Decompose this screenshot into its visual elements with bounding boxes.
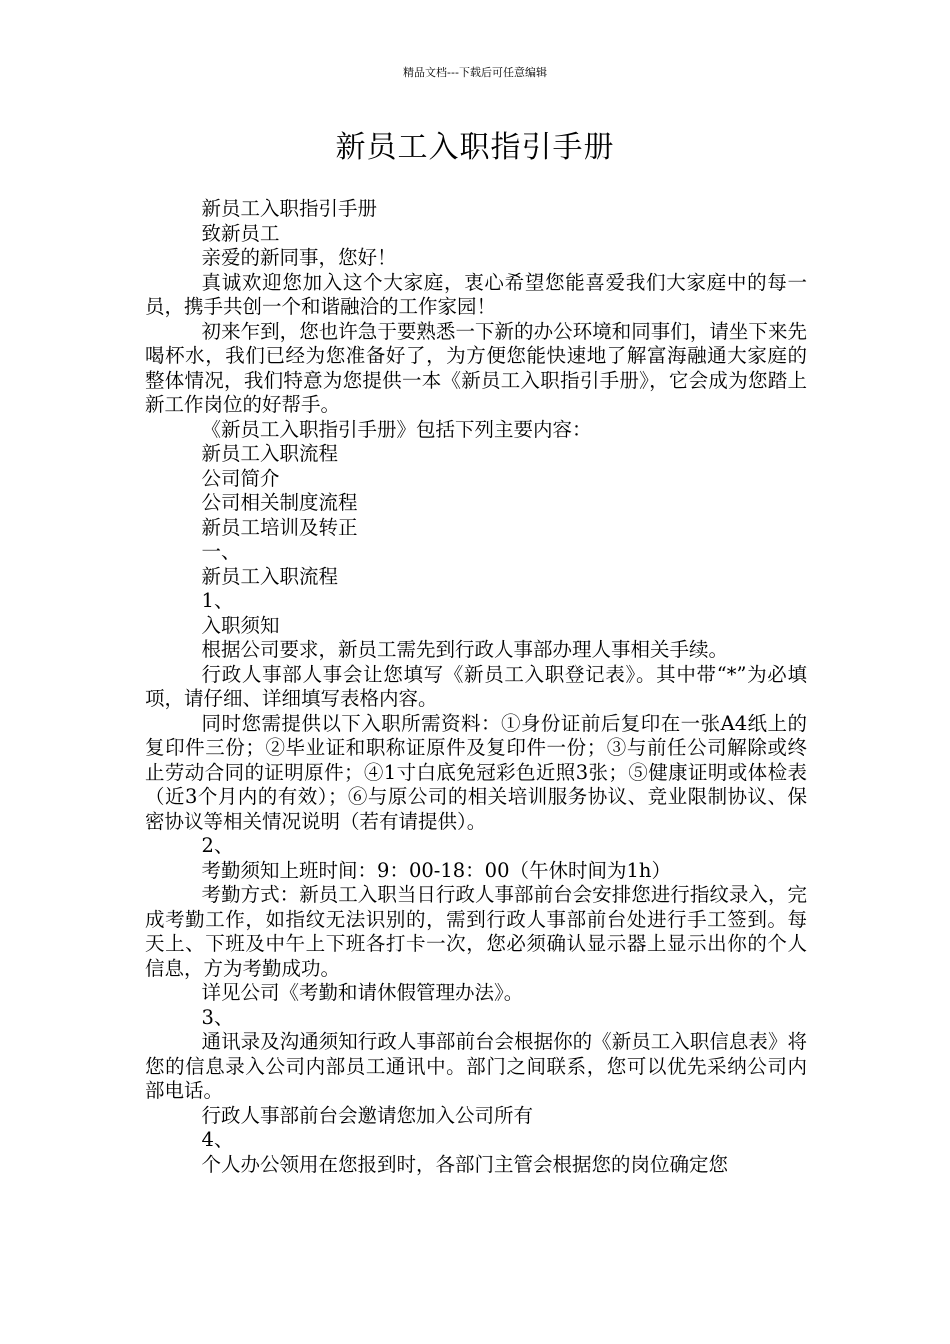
paragraph: 个人办公领用在您报到时，各部门主管会根据您的岗位确定您 xyxy=(201,1152,729,1176)
document-title: 新员工入职指引手册 xyxy=(335,130,615,165)
paragraph: 考勤须知上班时间：9：00-18：00（午休时间为1h） xyxy=(201,858,671,882)
paragraph: 入职须知 xyxy=(201,613,280,637)
paragraph: 2、 xyxy=(201,834,234,857)
paragraph: 详见公司《考勤和请休假管理办法》。 xyxy=(201,981,524,1004)
paragraph: 《新员工入职指引手册》包括下列主要内容： xyxy=(201,417,592,441)
paragraph: 新员工入职流程 xyxy=(201,442,339,465)
paragraph: 考勤方式：新员工入职当日行政人事部前台会安排您进行指纹录入，完成考勤工作，如指纹无法识别的，需到行政人事部前台处进行手工签到。每天上、下班及中午上下班各打卡一次，您必须确认显示器上显示出你的个人信息，方为考勤成功。 xyxy=(145,883,807,980)
paragraph: 3、 xyxy=(201,1005,234,1029)
paragraph: 新员工入职流程 xyxy=(201,564,339,588)
paragraph: 行政人事部前台会邀请您加入公司所有 xyxy=(201,1103,534,1127)
paragraph: 1、 xyxy=(201,589,234,612)
paragraph: 致新员工 xyxy=(201,221,280,245)
paragraph: 根据公司要求，新员工需先到行政人事部办理人事相关手续。 xyxy=(201,638,729,661)
paragraph: 一、 xyxy=(201,540,241,563)
paragraph: 亲爱的新同事，您好！ xyxy=(201,246,397,269)
paragraph: 4、 xyxy=(201,1128,234,1151)
paragraph: 公司相关制度流程 xyxy=(201,491,358,514)
paragraph: 行政人事部人事会让您填写《新员工入职登记表》。其中带“*”为必填项，请仔细、详细填写表格内容。 xyxy=(145,662,807,710)
page-header-note: 精品文档---下载后可任意编辑 xyxy=(403,66,547,79)
paragraph: 通讯录及沟通须知行政人事部前台会根据你的《新员工入职信息表》将您的信息录入公司内部员工通讯中。部门之间联系，您可以优先采纳公司内部电话。 xyxy=(145,1030,807,1102)
paragraph: 新员工培训及转正 xyxy=(201,515,358,539)
paragraph: 同时您需提供以下入职所需资料：①身份证前后复印在一张A4纸上的复印件三份；②毕业证和职称证原件及复印件一份；③与前任公司解除或终止劳动合同的证明原件；④1寸白底免冠彩色近照3张；⑤健康证明或体检表（近3个月内的有效）；⑥与原公司的相关培训服务协议、竞业限制协议、保密协议等相关情况说明（若有请提供）。 xyxy=(145,711,807,833)
paragraph: 公司简介 xyxy=(201,466,280,490)
paragraph: 初来乍到，您也许急于要熟悉一下新的办公环境和同事们，请坐下来先喝杯水，我们已经为您准备好了，为方便您能快速地了解富海融通大家庭的整体情况，我们特意为您提供一本《新员工入职指引手册》，它会成为您踏上新工作岗位的好帮手。 xyxy=(145,319,807,416)
document-body xyxy=(145,197,807,1177)
paragraph: 真诚欢迎您加入这个大家庭，衷心希望您能喜爱我们大家庭中的每一员，携手共创一个和谐融洽的工作家园！ xyxy=(145,270,807,318)
paragraph: 新员工入职指引手册 xyxy=(201,197,378,220)
